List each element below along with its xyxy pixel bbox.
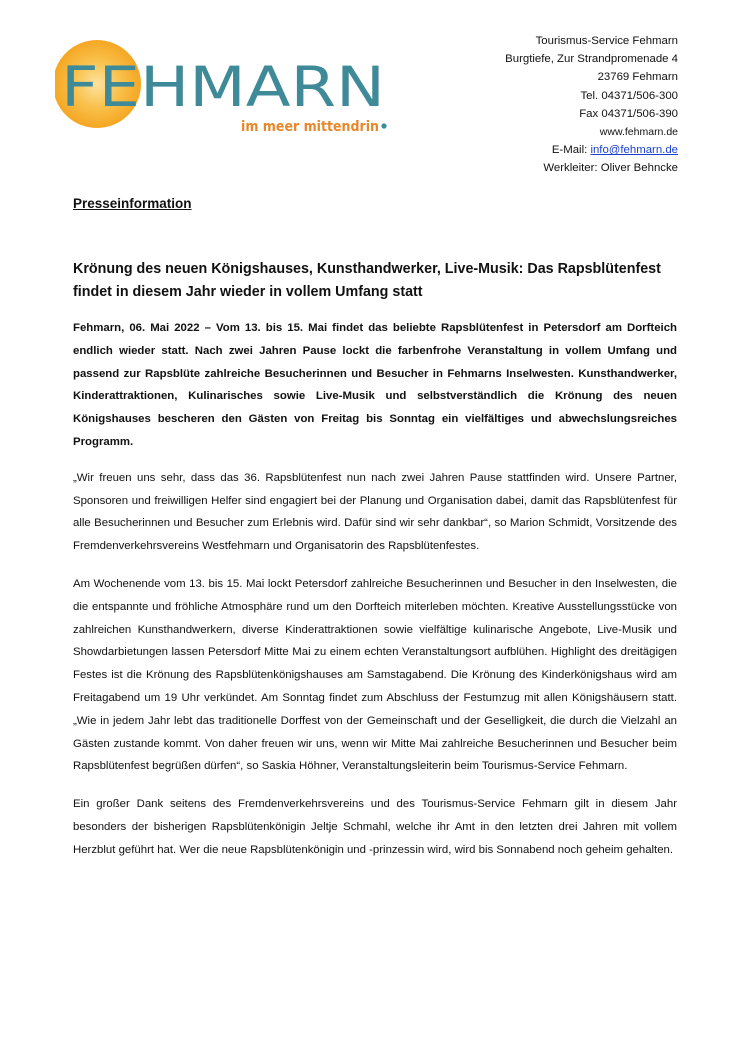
body-paragraph: „Wir freuen uns sehr, dass das 36. Rapsblütenfest nun nach zwei Jahren Pause stattfinden wird. Unsere Partner, Sponsoren und freiwilligen Helfer sind engagiert bei der Planung und Organisation dabei, damit das Rapsblütenfest für alle Besucherinnen und Besucher zum Erlebnis wird. Dafür sind wir sehr dankbar“, so Marion Schmidt, Vorsitzende des Fremdenverkehrsvereins Westfehmarn und Organisatorin des Rapsblütenfestes. <box>73 471 677 553</box>
press-release-title: Krönung des neuen Königshauses, Kunsthandwerker, Live-Musik: Das Rapsblütenfest findet in diesem Jahr wieder in vollem Umfang statt <box>73 261 661 300</box>
fehmarn-logo-graphic <box>55 36 395 146</box>
contact-email-label: E-Mail: <box>551 144 591 157</box>
contact-manager: Werkleiter: Oliver Behncke <box>543 162 678 175</box>
body-paragraph: Ein großer Dank seitens des Fremdenverkehrsvereins und des Tourismus-Service Fehmarn gilt in diesem Jahr besonders der bisherigen Rapsblütenkönigin Jeltje Schmahl, welche ihr Amt in den letzten drei Jahren mit vollem Herzblut geführt hat. Wer die neue Rapsblütenkönigin und -prinzessin wird, wird bis Sonnabend noch geheim gehalten. <box>73 798 677 856</box>
contact-street: Burgtiefe, Zur Strandpromenade 4 <box>505 53 678 66</box>
lead-paragraph: Fehmarn, 06. Mai 2022 – Vom 13. bis 15. Mai findet das beliebte Rapsblütenfest in Petersdorf am Dorfteich endlich wieder statt. Nach zwei Jahren Pause lockt die farbenfrohe Veranstaltung in vollem Umfang und passend zur Rapsblüte zahlreiche Besucherinnen und Besucher in Fehmarns Inselwesten. Kunsthandwerker, Kinderattraktionen, Kulinarisches sowie Live-Musik und selbstverständlich die Krönung des neuen Königshauses bescheren den Gästen von Freitag bis Sonntag ein vielfältiges und abwechslungsreiches Programm. <box>73 322 677 448</box>
contact-block <box>505 32 678 178</box>
contact-email-link[interactable]: info@fehmarn.de <box>590 144 678 157</box>
logo-wordmark: FEHMARN <box>61 55 385 119</box>
fehmarn-logo <box>55 36 395 146</box>
contact-phone: Tel. 04371/506-300 <box>580 89 678 102</box>
section-heading: Presseinformation <box>73 196 192 211</box>
body-paragraph: Am Wochenende vom 13. bis 15. Mai lockt Petersdorf zahlreiche Besucherinnen und Besucher in den Inselwesten, die die entspannte und fröhliche Atmosphäre rund um den Dorfteich miterleben möchten. Kreative Ausstellungsstücke von zahlreichen Kunsthandwerkern, diverse Kinderattraktionen sowie vielfältige kulinarische Angebote, Live-Musik und Showdarbietungen lassen Petersdorf Mitte Mai zu einem echten Veranstaltungsort aufblühen. Highlight des dreitägigen Festes ist die Krönung des Rapsblütenkönigshauses am Samstagabend. Die Krönung des Kinderkönigshaus wird am Freitagabend um 19 Uhr verkündet. Am Sonntag findet zum Abschluss der Festumzug mit allen Königshäusern statt. „Wie in jedem Jahr lebt das traditionelle Dorffest von der Gemeinschaft und der Geselligkeit, die durch die Vielzahl an Gästen zustande kommt. Von daher freuen wir uns, wenn wir Mitte Mai zahlreiche Besucherinnen und Besucher beim Rapsblütenfest begrüßen dürfen“, so Saskia Höhner, Veranstaltungsleiterin beim Tourismus-Service Fehmarn. <box>73 577 677 773</box>
press-release-body <box>73 317 677 877</box>
logo-tagline: im meer mittendrin <box>241 119 379 135</box>
contact-organization: Tourismus-Service Fehmarn <box>535 35 678 47</box>
contact-city: 23769 Fehmarn <box>597 71 678 84</box>
logo-dot <box>381 123 386 128</box>
contact-email-line <box>505 141 678 159</box>
contact-website: www.fehmarn.de <box>599 126 678 139</box>
contact-fax: Fax 04371/506-390 <box>579 107 678 120</box>
